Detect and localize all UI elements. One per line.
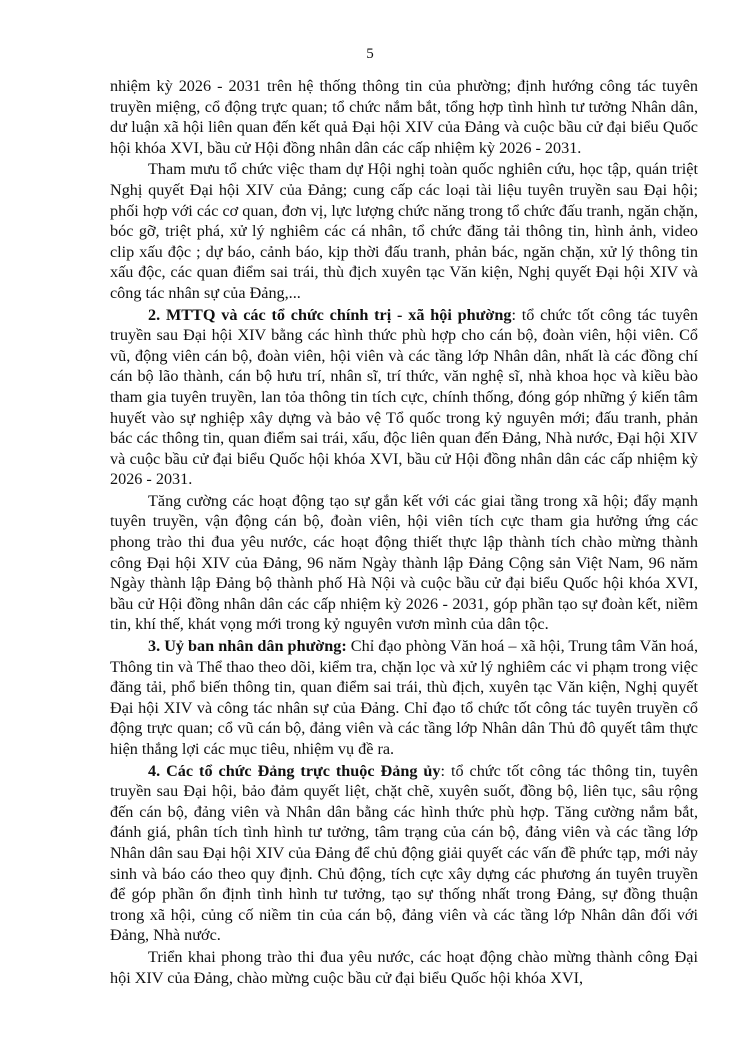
- paragraph-2: [110, 159, 698, 303]
- section-heading-ubnd: 3. Uỷ ban nhân dân phường:: [148, 637, 347, 656]
- paragraph-text: Triển khai phong trào thi đua yêu nước, các hoạt động chào mừng thành công Đại hội XIV của Đảng, chào mừng cuộc bầu cử đại biểu Quốc hội khóa XVI,: [110, 947, 698, 987]
- paragraph-text: Tham mưu tổ chức việc tham dự Hội nghị toàn quốc nghiên cứu, học tập, quán triệt Nghị quyết Đại hội XIV của Đảng; cung cấp các loại tài liệu tuyên truyền sau Đại hội; phối hợp với các cơ quan, đơn vị, lực lượng chức năng trong tổ chức đấu tranh, ngăn chặn, bóc gỡ, triệt phá, xử lý nghiêm các cá nhân, tổ chức đăng tải thông tin, hình ảnh, video clip xấu độc ; dự báo, cảnh báo, kịp thời đấu tranh, phản bác, ngăn chặn, xử lý thông tin xấu độc, các quan điểm sai trái, thù địch xuyên tạc Văn kiện, Nghị quyết Đại hội XIV và công tác nhân sự của Đảng,...: [110, 160, 698, 302]
- section-heading-mttq: 2. MTTQ và các tổ chức chính trị - xã hội phường: [148, 305, 512, 324]
- paragraph-3: [110, 305, 698, 490]
- paragraph-text: : tổ chức tốt công tác tuyên truyền sau Đại hội XIV bằng các hình thức phù hợp cho cán bộ, đoàn viên, hội viên. Cổ vũ, động viên cán bộ, đoàn viên, hội viên và các tầng lớp Nhân dân, nhất là các đồng chí cán bộ lão thành, cán bộ hưu trí, nhân sĩ, trí thức, văn nghệ sĩ, nhà khoa học và kiều bào tham gia tuyên truyền, lan tỏa thông tin tích cực, chính thống, đóng góp những ý kiến tâm huyết vào sự nghiệp xây dựng và bảo vệ Tổ quốc trong kỷ nguyên mới; đấu tranh, phản bác các thông tin, quan điểm sai trái, xấu, độc liên quan đến Đảng, Nhà nước, Đại hội XIV và cuộc bầu cử đại biểu Quốc hội khóa XVI, bầu cử Hội đồng nhân dân các cấp nhiệm kỳ 2026 - 2031.: [110, 305, 698, 489]
- paragraph-1: [110, 76, 698, 158]
- paragraph-7: [110, 947, 698, 988]
- paragraph-6: [110, 761, 698, 946]
- section-heading-party-orgs: 4. Các tổ chức Đảng trực thuộc Đảng ủy: [148, 761, 441, 780]
- paragraph-text: nhiệm kỳ 2026 - 2031 trên hệ thống thông tin của phường; định hướng công tác tuyên truyền miệng, cổ động trực quan; tổ chức nắm bắt, tổng hợp tình hình tư tưởng Nhân dân, dư luận xã hội liên quan đến kết quả Đại hội XIV của Đảng và cuộc bầu cử đại biểu Quốc hội khóa XVI, bầu cử Hội đồng nhân dân các cấp nhiệm kỳ 2026 - 2031.: [110, 77, 698, 157]
- document-body: [110, 76, 698, 989]
- paragraph-text: Chỉ đạo phòng Văn hoá – xã hội, Trung tâm Văn hoá, Thông tin và Thể thao theo dõi, kiểm tra, chặn lọc và xử lý nghiêm các vi phạm trong việc đăng tải, phổ biến thông tin, quan điểm sai trái, thù địch, xuyên tạc Văn kiện, Nghị quyết Đại hội XIV và công tác nhân sự của Đảng. Chỉ đạo tổ chức tốt công tác tuyên truyền cổ động trực quan; cổ vũ cán bộ, đảng viên và các tầng lớp Nhân dân Thủ đô quyết tâm thực hiện thắng lợi các mục tiêu, nhiệm vụ đề ra.: [110, 637, 698, 758]
- page-number: 5: [366, 46, 374, 62]
- paragraph-text: : tổ chức tốt công tác thông tin, tuyên truyền sau Đại hội, bảo đảm quyết liệt, chặt chẽ, xuyên suốt, đồng bộ, liên tục, sâu rộng đến cán bộ, đảng viên và Nhân dân bằng các hình thức phù hợp. Tăng cường nắm bắt, đánh giá, phân tích tình hình tư tưởng, tâm trạng của cán bộ, đảng viên và các tầng lớp Nhân dân sau Đại hội XIV của Đảng để chủ động giải quyết các vấn đề phức tạp, mới nảy sinh và báo cáo theo quy định. Chủ động, tích cực xây dựng các phương án tuyên truyền để góp phần ổn định tình hình tư tưởng, tạo sự thống nhất trong Đảng, sự đồng thuận trong xã hội, củng cố niềm tin của cán bộ, đảng viên và các tầng lớp Nhân dân đối với Đảng, Nhà nước.: [110, 761, 698, 945]
- paragraph-text: Tăng cường các hoạt động tạo sự gắn kết với các giai tầng trong xã hội; đẩy mạnh tuyên truyền, vận động cán bộ, đoàn viên, hội viên tích cực tham gia hưởng ứng các phong trào thi đua yêu nước, các hoạt động thiết thực lập thành tích chào mừng thành công Đại hội XIV của Đảng, 96 năm Ngày thành lập Đảng Cộng sản Việt Nam, 96 năm Ngày thành lập Đảng bộ thành phố Hà Nội và cuộc bầu cử đại biểu Quốc hội khóa XVI, bầu cử Hội đồng nhân dân các cấp nhiệm kỳ 2026 - 2031, góp phần tạo sự đoàn kết, niềm tin, khí thế, khát vọng mới trong kỷ nguyên vươn mình của dân tộc.: [110, 491, 698, 634]
- paragraph-4: [110, 491, 698, 635]
- paragraph-5: [110, 636, 698, 760]
